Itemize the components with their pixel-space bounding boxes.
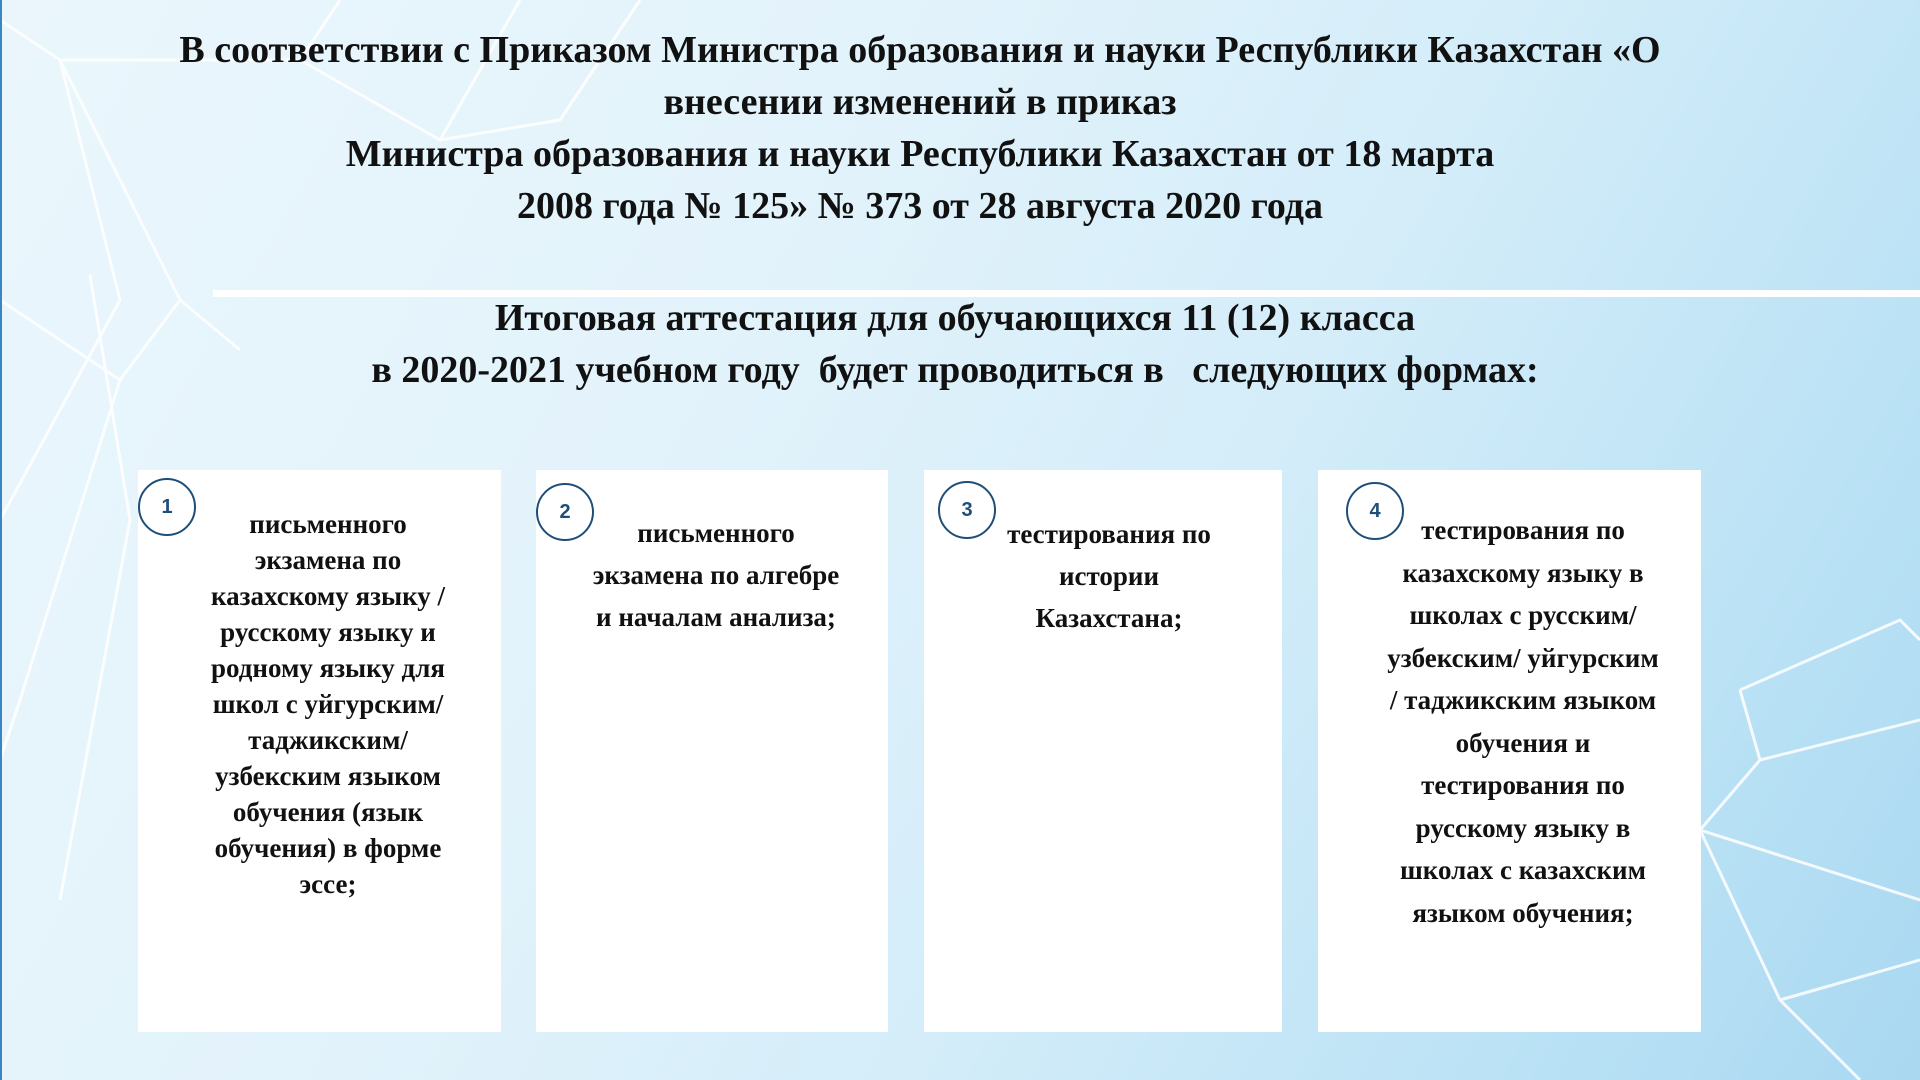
card-number-badge: 1	[138, 478, 196, 536]
form-card-4	[1318, 470, 1701, 1032]
card-text: письменного экзамена по алгебре и началам анализа;	[592, 518, 840, 632]
title-line: Министра образования и науки Республики Казахстан от 18 марта	[345, 133, 1495, 175]
title-line: внесении изменений в приказ	[663, 81, 1177, 123]
form-card-2	[536, 470, 888, 1032]
subtitle	[230, 292, 1680, 396]
card-number-badge: 4	[1346, 482, 1404, 540]
title-line: В соответствии с Приказом Министра образования и науки Республики Казахстан «О	[179, 29, 1661, 71]
card-number-badge: 2	[536, 483, 594, 541]
left-edge-rule	[0, 0, 2, 1080]
page-title	[150, 24, 1690, 232]
card-text: тестирования по истории Казахстана;	[1007, 519, 1211, 633]
card-number-badge: 3	[938, 481, 996, 539]
subtitle-line: Итоговая аттестация для обучающихся 11 (12) класса	[494, 297, 1416, 339]
card-text: тестирования по казахскому языку в школах с русским/ узбекским/ уйгурским / таджикским языком обучения и тестирования по русскому языку в школах с казахским языком обучения;	[1387, 515, 1659, 928]
title-line: 2008 года № 125» № 373 от 28 августа 2020 года	[516, 185, 1323, 227]
card-text: письменного экзамена по казахскому языку / русскому языку и родному языку для школ с уйгурским/ таджикским/ узбекским языком обучения (язык обучения) в форме эссе;	[211, 509, 445, 899]
form-card-3	[924, 470, 1282, 1032]
subtitle-line: в 2020-2021 учебном году будет проводиться в следующих формах:	[371, 349, 1539, 391]
form-card-1	[138, 470, 501, 1032]
